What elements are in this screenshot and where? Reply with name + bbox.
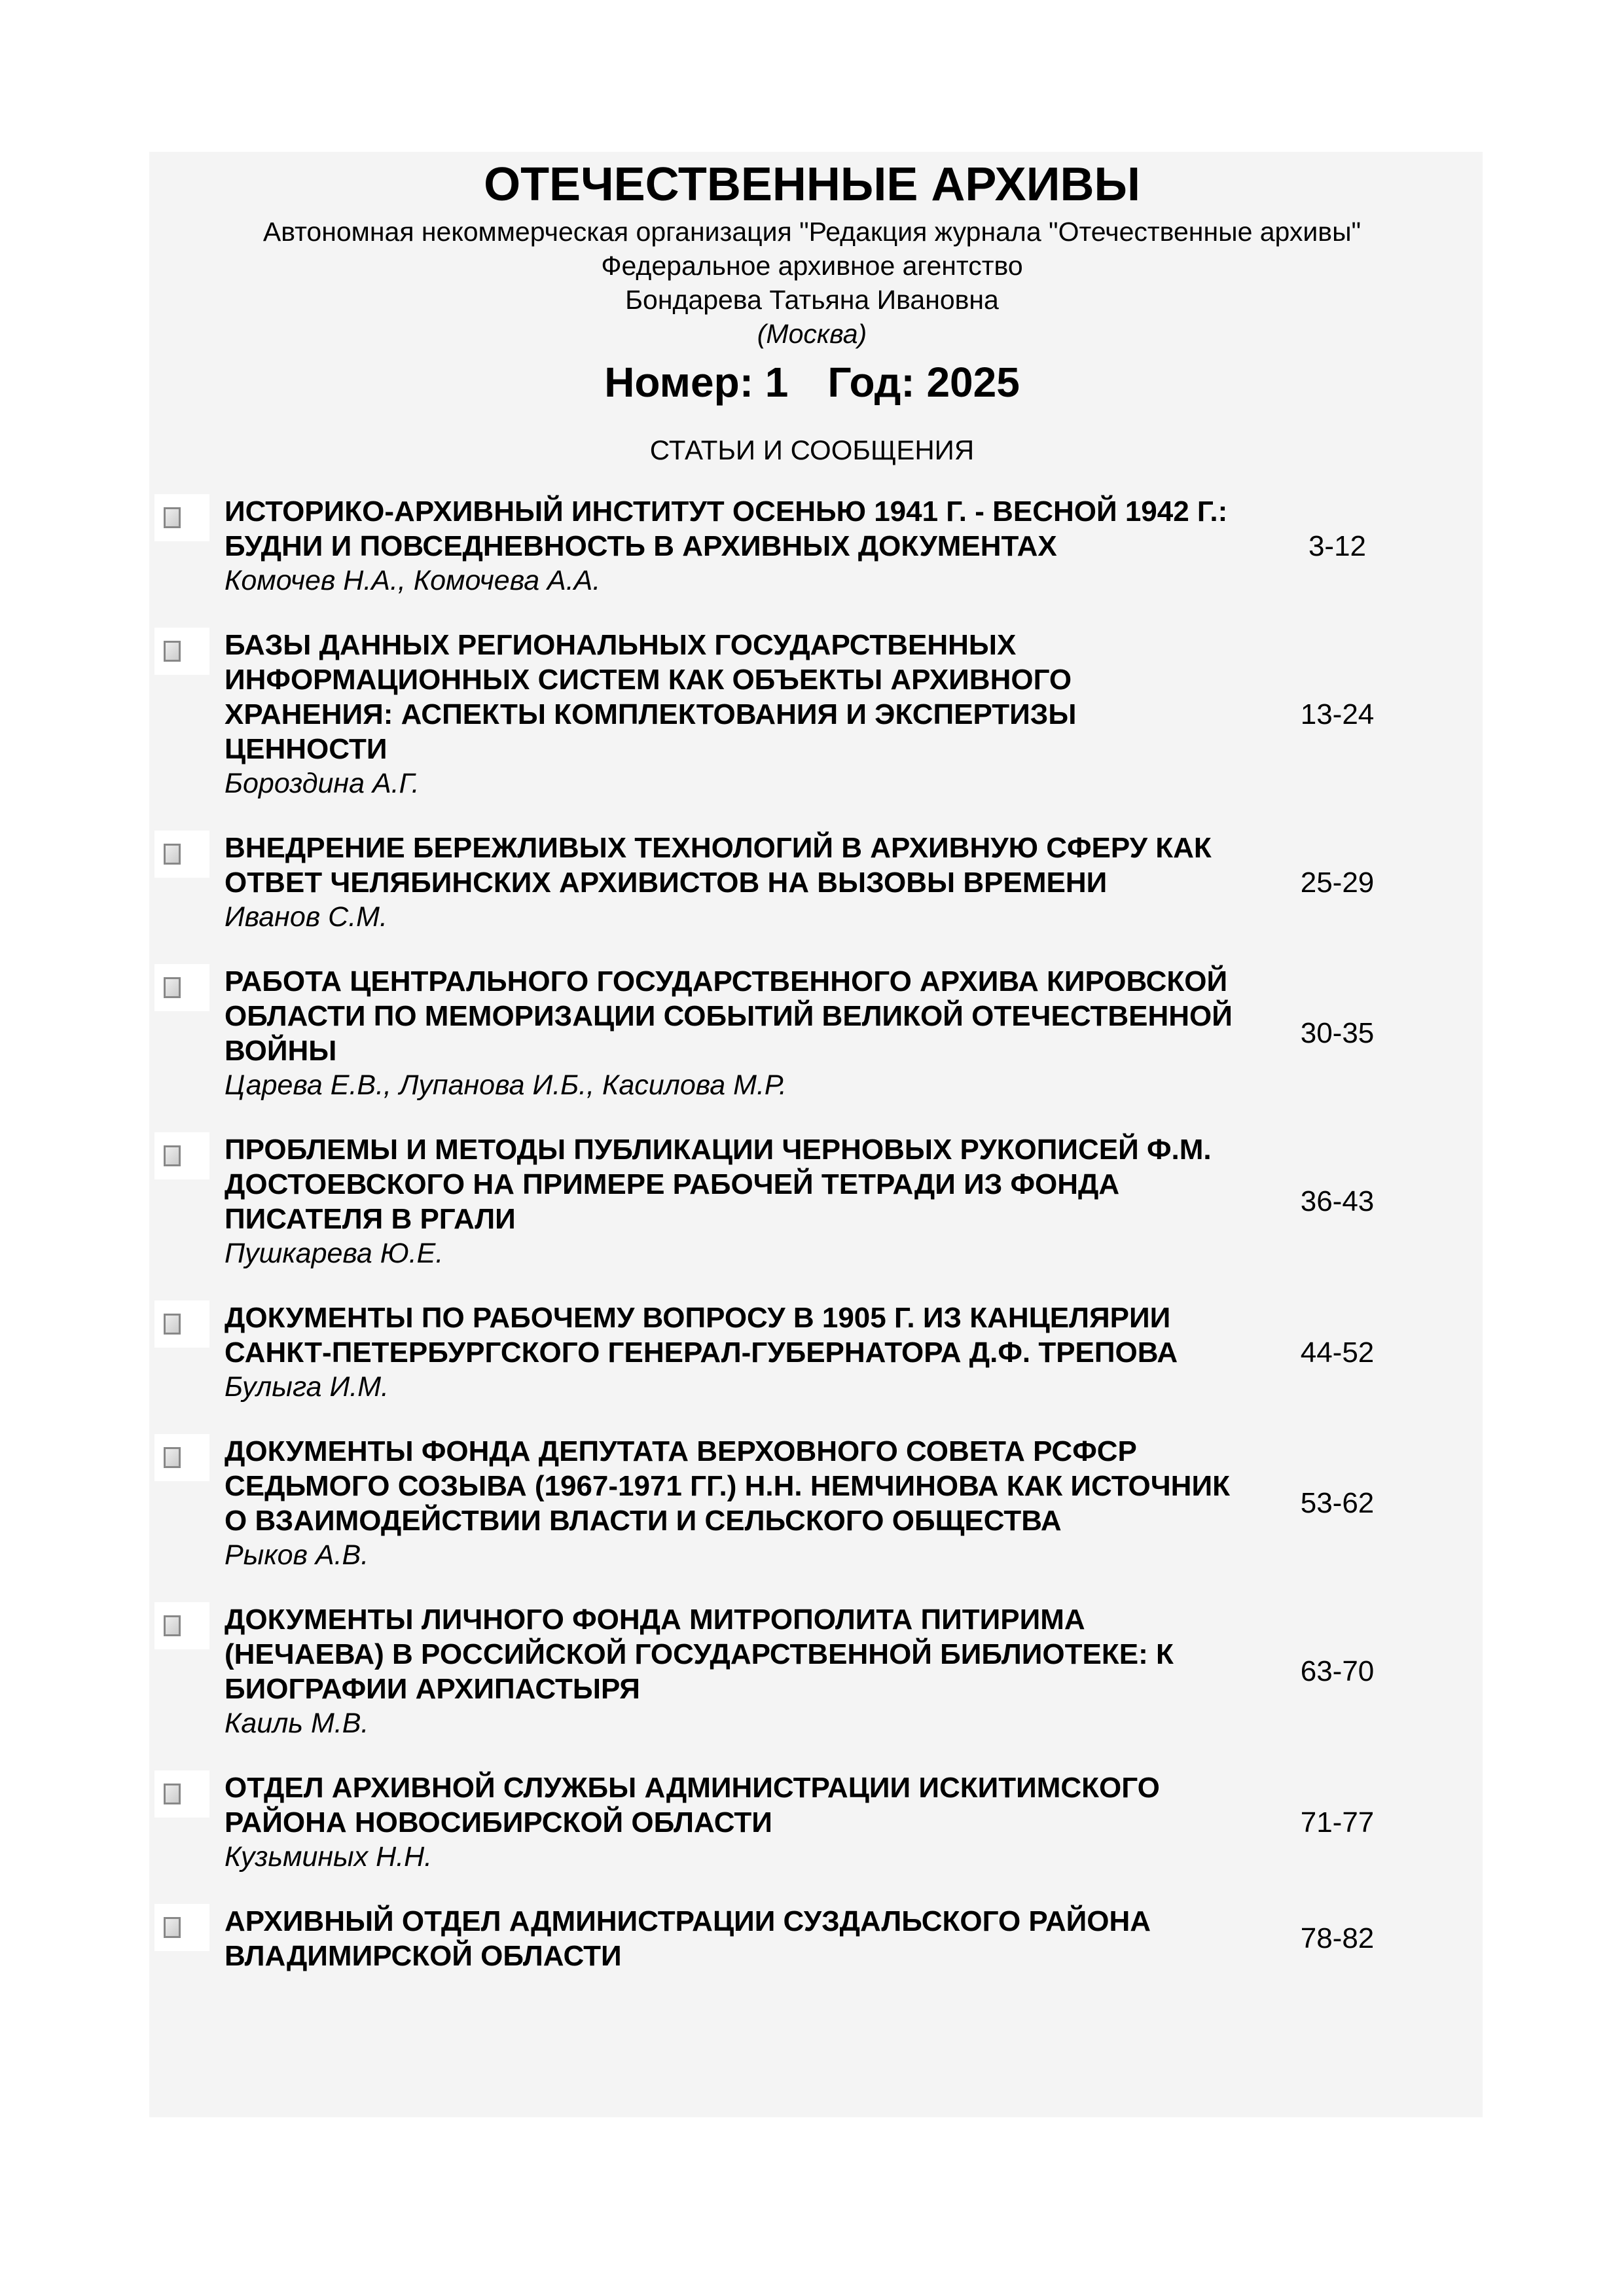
article-row: [149, 1434, 1483, 1573]
article-row: [149, 1904, 1483, 1973]
article-list: [149, 494, 1483, 2003]
article-title[interactable]: ВНЕДРЕНИЕ БЕРЕЖЛИВЫХ ТЕХНОЛОГИЙ В АРХИВНУЮ СФЕРУ КАК ОТВЕТ ЧЕЛЯБИНСКИХ АРХИВИСТОВ НА ВЫЗОВЫ ВРЕМЕНИ: [225, 832, 1212, 899]
article-title[interactable]: ИСТОРИКО-АРХИВНЫЙ ИНСТИТУТ ОСЕНЬЮ 1941 Г. - ВЕСНОЙ 1942 Г.: БУДНИ И ПОВСЕДНЕВНОСТЬ В АРХИВНЫХ ДОКУМЕНТАХ: [225, 495, 1228, 562]
article-text: [225, 964, 1246, 1103]
article-checkbox[interactable]: [154, 964, 209, 1011]
article-title[interactable]: ОТДЕЛ АРХИВНОЙ СЛУЖБЫ АДМИНИСТРАЦИИ ИСКИТИМСКОГО РАЙОНА НОВОСИБИРСКОЙ ОБЛАСТИ: [225, 1772, 1160, 1839]
article-row: [149, 1300, 1483, 1405]
city: (Москва): [757, 319, 867, 349]
article-title[interactable]: БАЗЫ ДАННЫХ РЕГИОНАЛЬНЫХ ГОСУДАРСТВЕННЫХ ИНФОРМАЦИОННЫХ СИСТЕМ КАК ОБЪЕКТЫ АРХИВНОГО ХРАНЕНИЯ: АСПЕКТЫ КОМПЛЕКТОВАНИЯ И ЭКСПЕРТИЗЫ ЦЕННОСТИ: [225, 629, 1077, 765]
article-pages: 71-77: [1300, 1806, 1375, 1839]
editor: Бондарева Татьяна Ивановна: [625, 285, 999, 315]
checkbox-icon: [164, 1314, 181, 1335]
article-text: [225, 1904, 1246, 1973]
article-authors: Комочев Н.А., Комочева А.А.: [225, 565, 601, 596]
founder: Федеральное архивное агентство: [601, 251, 1023, 281]
article-text: [225, 1770, 1246, 1874]
checkbox-icon: [164, 1615, 181, 1636]
article-pages: 78-82: [1300, 1922, 1375, 1954]
journal-title: ОТЕЧЕСТВЕННЫЕ АРХИВЫ: [484, 158, 1140, 211]
article-title[interactable]: ПРОБЛЕМЫ И МЕТОДЫ ПУБЛИКАЦИИ ЧЕРНОВЫХ РУКОПИСЕЙ Ф.М. ДОСТОЕВСКОГО НА ПРИМЕРЕ РАБОЧЕЙ ТЕТРАДИ ИЗ ФОНДА ПИСАТЕЛЯ В РГАЛИ: [225, 1134, 1212, 1235]
article-row: [149, 831, 1483, 935]
article-title[interactable]: ДОКУМЕНТЫ ПО РАБОЧЕМУ ВОПРОСУ В 1905 Г. ИЗ КАНЦЕЛЯРИИ САНКТ-ПЕТЕРБУРГСКОГО ГЕНЕРАЛ-ГУБЕРНАТОРА Д.Ф. ТРЕПОВА: [225, 1302, 1178, 1369]
article-text: [225, 1300, 1246, 1405]
article-text: [225, 628, 1246, 801]
article-checkbox[interactable]: [154, 494, 209, 541]
article-title[interactable]: ДОКУМЕНТЫ ФОНДА ДЕПУТАТА ВЕРХОВНОГО СОВЕТА РСФСР СЕДЬМОГО СОЗЫВА (1967-1971 ГГ.) Н.Н. НЕМЧИНОВА КАК ИСТОЧНИК О ВЗАИМОДЕЙСТВИИ ВЛАСТИ И СЕЛЬСКОГО ОБЩЕСТВА: [225, 1435, 1230, 1537]
article-row: [149, 628, 1483, 801]
article-row: [149, 494, 1483, 598]
article-pages: 36-43: [1300, 1185, 1375, 1217]
article-checkbox[interactable]: [154, 1132, 209, 1179]
checkbox-icon: [164, 641, 181, 662]
publisher: Автономная некоммерческая организация "Редакция журнала "Отечественные архивы": [262, 217, 1362, 247]
article-pages: 25-29: [1300, 866, 1375, 899]
article-text: [225, 1434, 1246, 1573]
article-pages: 44-52: [1300, 1336, 1375, 1369]
checkbox-icon: [164, 1145, 181, 1166]
article-title[interactable]: ДОКУМЕНТЫ ЛИЧНОГО ФОНДА МИТРОПОЛИТА ПИТИРИМА (НЕЧАЕВА) В РОССИЙСКОЙ ГОСУДАРСТВЕННОЙ БИБЛИОТЕКЕ: К БИОГРАФИИ АРХИПАСТЫРЯ: [225, 1604, 1174, 1705]
checkbox-icon: [164, 1784, 181, 1804]
article-row: [149, 1770, 1483, 1874]
article-authors: Кузьминых Н.Н.: [225, 1841, 433, 1873]
article-authors: Пушкарева Ю.Е.: [225, 1238, 444, 1269]
checkbox-icon: [164, 977, 181, 998]
article-pages: 63-70: [1300, 1655, 1375, 1687]
article-checkbox[interactable]: [154, 1770, 209, 1818]
article-checkbox[interactable]: [154, 1904, 209, 1951]
issue-year: Год: 2025: [827, 359, 1020, 406]
checkbox-icon: [164, 507, 181, 528]
article-text: [225, 1602, 1246, 1741]
article-checkbox[interactable]: [154, 1602, 209, 1649]
article-authors: Иванов С.М.: [225, 901, 388, 933]
article-pages: 13-24: [1300, 698, 1375, 730]
article-row: [149, 964, 1483, 1103]
article-checkbox[interactable]: [154, 628, 209, 675]
checkbox-icon: [164, 1917, 181, 1938]
article-row: [149, 1602, 1483, 1741]
article-text: [225, 831, 1246, 935]
article-authors: Бороздина А.Г.: [225, 768, 420, 799]
section-heading: СТАТЬИ И СООБЩЕНИЯ: [649, 435, 975, 465]
article-checkbox[interactable]: [154, 1300, 209, 1348]
article-pages: 3-12: [1308, 529, 1367, 562]
article-pages: 30-35: [1300, 1017, 1375, 1049]
article-text: [225, 494, 1246, 598]
article-text: [225, 1132, 1246, 1271]
article-title[interactable]: РАБОТА ЦЕНТРАЛЬНОГО ГОСУДАРСТВЕННОГО АРХИВА КИРОВСКОЙ ОБЛАСТИ ПО МЕМОРИЗАЦИИ СОБЫТИЙ ВЕЛИКОЙ ОТЕЧЕСТВЕННОЙ ВОЙНЫ: [225, 965, 1233, 1067]
checkbox-icon: [164, 844, 181, 865]
checkbox-icon: [164, 1447, 181, 1468]
issue-info: [0, 357, 1624, 407]
article-authors: Царева Е.В., Лупанова И.Б., Касилова М.Р.: [225, 1069, 787, 1101]
article-authors: Рыков А.В.: [225, 1539, 369, 1571]
issue-number: Номер: 1: [604, 359, 789, 406]
article-checkbox[interactable]: [154, 831, 209, 878]
article-row: [149, 1132, 1483, 1271]
article-authors: Булыга И.М.: [225, 1371, 389, 1403]
article-checkbox[interactable]: [154, 1434, 209, 1481]
article-pages: 53-62: [1300, 1487, 1375, 1519]
article-title[interactable]: АРХИВНЫЙ ОТДЕЛ АДМИНИСТРАЦИИ СУЗДАЛЬСКОГО РАЙОНА ВЛАДИМИРСКОЙ ОБЛАСТИ: [225, 1905, 1151, 1972]
article-authors: Каиль М.В.: [225, 1708, 369, 1739]
